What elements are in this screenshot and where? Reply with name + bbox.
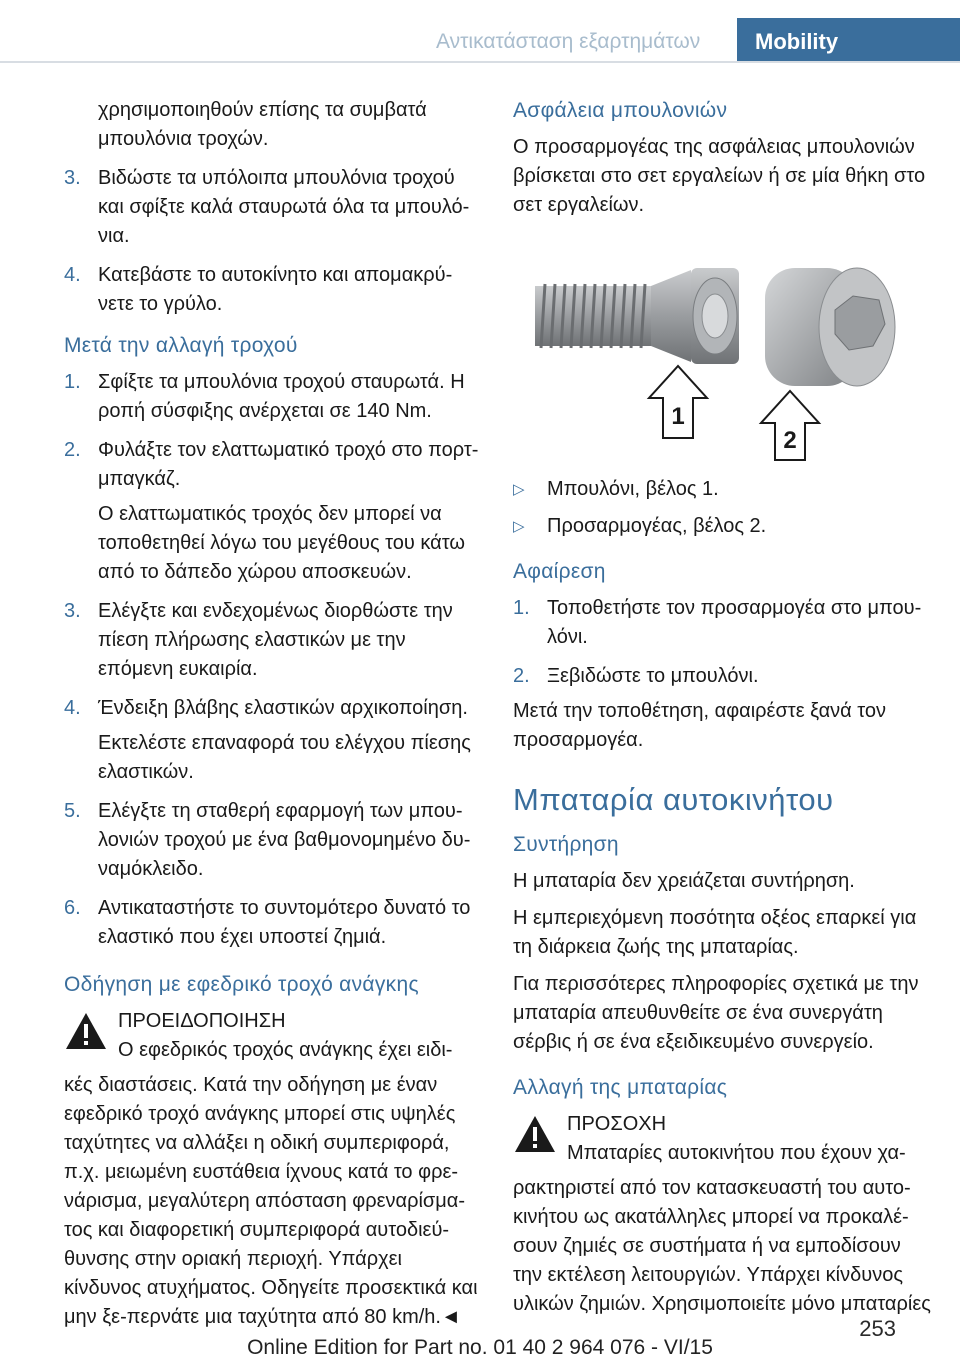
maintenance-text-2: Η εμπεριεχόμενη ποσότητα οξέος επαρκεί για τη διάρκεια ζωής της μπαταρίας.: [513, 907, 917, 958]
item-number: 2.: [64, 439, 81, 461]
item-text: Σφίξτε τα μπουλόνια τροχού σταυρωτά. Η ροπή σύσφιξης ανέρχεται σε 140 Nm.: [98, 371, 465, 422]
list-item: [513, 662, 933, 691]
triangle-bullet-icon: ▷: [513, 518, 525, 535]
caution-lead: Μπαταρίες αυτοκινήτου που έχουν χα‐: [567, 1142, 906, 1164]
warning-title: ΠΡΟΕΙΔΟΠΟΙΗΣΗ: [118, 1010, 286, 1032]
item-text: Ελέγξτε και ενδεχομένως διορθώστε την πίεση πλήρωσης ελαστικών με την επόμενη ευκαιρία.: [98, 600, 453, 680]
heading-wheel-lock: Ασφάλεια μπουλονιών: [513, 99, 728, 122]
list-item: [64, 368, 484, 426]
legend-item: [513, 512, 933, 541]
item-number: 1.: [513, 597, 530, 619]
list-item: [64, 436, 484, 494]
header-chapter-tab: [737, 18, 960, 61]
list-item: [64, 797, 484, 884]
item-text: Τοποθετήστε τον προσαρμογέα στο μπου‐λόνι.: [547, 597, 922, 648]
list-item: [513, 594, 933, 652]
warning-triangle-icon: [64, 1011, 108, 1051]
maintenance-text-3: Για περισσότερες πληροφορίες σχετικά με την μπαταρία απευθυνθείτε σε ένα συνεργάτη σέρβις ή σε ένα εξειδικευμένο συνεργείο.: [513, 973, 919, 1053]
list-item: [64, 261, 484, 319]
legend-text: Μπουλόνι, βέλος 1.: [547, 478, 719, 500]
caution-triangle-icon: [513, 1114, 557, 1154]
warning-text: κές διαστάσεις. Κατά την οδήγηση με έναν εφεδρικό τροχό ανάγκης μπορεί στις υψηλές ταχύτητες να αλλάξει η οδική συμπεριφορά, π.χ. μειωμένη ευστάθεια ίχνους κατά το φρε‐νάρισμα, μεγαλύτερη απόσταση φρεναρίσμα‐τος και διαφορετική συμπεριφορά αυτοδιεύ‐θυνσης στην οριακή περιοχή. Υπάρχει κίνδυνος ατυχήματος. Οδηγείτε προσεκτικά και μην ξε‐περνάτε μια ταχύτητα από 80 km/h.◄: [64, 1074, 478, 1328]
list-item: [64, 597, 484, 684]
continued-item-text: χρησιμοποιηθούν επίσης τα συμβατά μπουλόνια τροχών.: [98, 99, 427, 150]
removal-note: Μετά την τοποθέτηση, αφαιρέστε ξανά τον προσαρμογέα.: [513, 700, 887, 751]
page-header: [0, 0, 960, 62]
item-number: 1.: [64, 371, 81, 393]
caution-title: ΠΡΟΣΟΧΗ: [567, 1113, 667, 1135]
item-text: Φυλάξτε τον ελαττωματικό τροχό στο πορτ-μπαγκάζ.: [98, 439, 479, 490]
item-text: Ξεβιδώστε το μπουλόνι.: [547, 665, 759, 687]
list-item: [64, 694, 484, 723]
item-number: 4.: [64, 264, 81, 286]
wheel-lock-illustration: [513, 238, 933, 463]
item-number: 2.: [513, 665, 530, 687]
triangle-bullet-icon: ▷: [513, 481, 525, 498]
header-chapter-label: Mobility: [755, 29, 839, 54]
item-note: Ο ελαττωματικός τροχός δεν μπορεί να τοποθετηθεί λόγω του μεγέθους του κάτω από το δάπεδο χώρου αποσκευών.: [98, 503, 465, 583]
caution-block: [513, 1110, 933, 1168]
item-text: Αντικαταστήστε το συντομότερο δυνατό το ελαστικό που έχει υποστεί ζημιά.: [98, 897, 471, 948]
item-text: Ελέγξτε τη σταθερή εφαρμογή των μπου‐λονιών τροχού με ένα βαθμονομημένο δυ‐ναμόκλειδο.: [98, 800, 471, 880]
edition-footer: Online Edition for Part no. 01 40 2 964 076 - VI/15: [247, 1336, 713, 1359]
list-item: [64, 894, 484, 952]
heading-vehicle-battery: Μπαταρία αυτοκινήτου: [513, 782, 834, 817]
list-item: [64, 164, 484, 251]
header-divider: [0, 61, 960, 63]
wheel-lock-text: Ο προσαρμογέας της ασφάλειας μπουλονιών βρίσκεται στο σετ εργαλείων ή σε μία θήκη στο σετ εργαλείων.: [513, 136, 926, 216]
item-number: 6.: [64, 897, 81, 919]
header-section-title: Αντικατάσταση εξαρτημάτων: [436, 30, 701, 53]
page-number: 253: [859, 1316, 896, 1341]
legend-text: Προσαρμογέας, βέλος 2.: [547, 515, 767, 537]
item-number: 3.: [64, 167, 81, 189]
warning-block: [64, 1007, 484, 1065]
item-text: Κατεβάστε το αυτοκίνητο και απομακρύ‐νετε το γρύλο.: [98, 264, 453, 315]
figure-label-2: 2: [783, 427, 797, 454]
heading-driving-with-spare: Οδήγηση με εφεδρικό τροχό ανάγκης: [64, 973, 419, 996]
item-note: Εκτελέστε επαναφορά του ελέγχου πίεσης ελαστικών.: [98, 732, 471, 783]
heading-battery-change: Αλλαγή της μπαταρίας: [513, 1076, 728, 1099]
item-text: Ένδειξη βλάβης ελαστικών αρχικοποίηση.: [98, 697, 468, 719]
figure-label-1: 1: [671, 403, 685, 430]
warning-lead: Ο εφεδρικός τροχός ανάγκης έχει ειδι‐: [118, 1039, 453, 1061]
legend-item: [513, 475, 933, 504]
item-number: 3.: [64, 600, 81, 622]
heading-maintenance: Συντήρηση: [513, 833, 619, 856]
item-number: 5.: [64, 800, 81, 822]
wheel-lock-figure: [513, 238, 933, 463]
right-column: [513, 96, 933, 1319]
item-text: Βιδώστε τα υπόλοιπα μπουλόνια τροχού και σφίξτε καλά σταυρωτά όλα τα μπουλό‐νια.: [98, 167, 470, 247]
maintenance-text-1: Η μπαταρία δεν χρειάζεται συντήρηση.: [513, 870, 855, 892]
caution-text: ρακτηριστεί από τον κατασκευαστή του αυτο‐κινήτου ως ακατάλληλες μπορεί να προκαλέ‐σουν ζημιές σε συστήματα ή να εμποδίσουν την εκτέλεση λειτουργιών. Υπάρχει κίνδυνος υλικών ζημιών. Χρησιμοποιείτε μόνο μπαταρίες: [513, 1177, 931, 1315]
heading-after-wheel-change: Μετά την αλλαγή τροχού: [64, 334, 298, 357]
heading-removal: Αφαίρεση: [513, 560, 606, 583]
left-column: [64, 96, 484, 1332]
item-number: 4.: [64, 697, 81, 719]
